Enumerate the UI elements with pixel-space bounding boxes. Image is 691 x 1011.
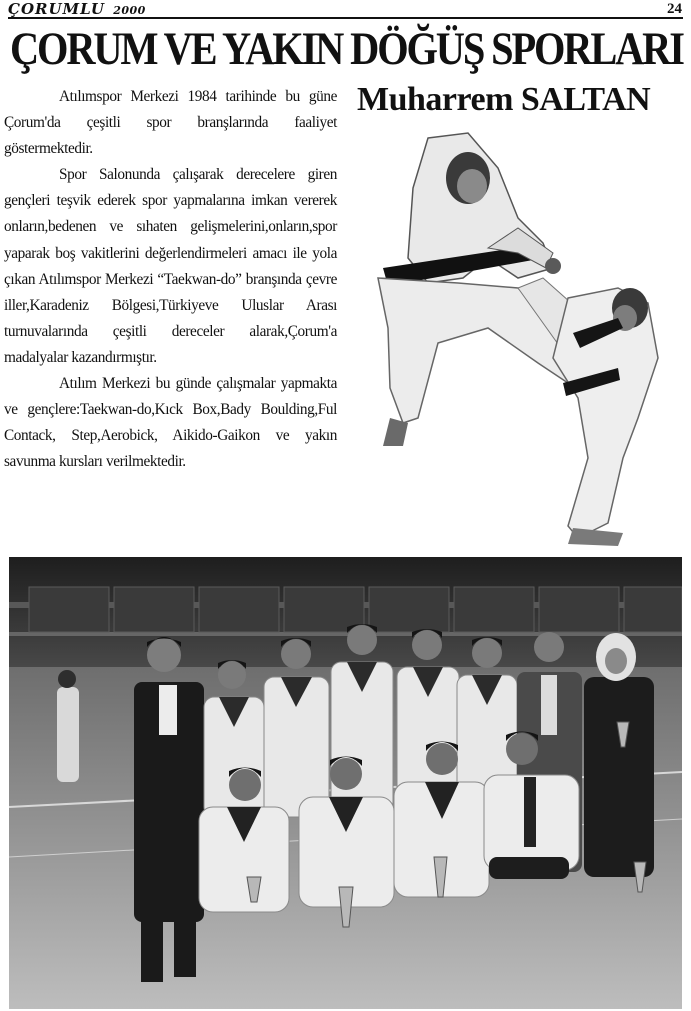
article-paragraph: Atılımspor Merkezi 1984 tarihinde bu güne Çorum'da çeşitli spor branşlarında faaliyet göstermektedir. bbox=[4, 88, 337, 158]
article-paragraph: Atılım Merkezi bu günde çalışmalar yapmakta ve gençlere:Taekwan-do,Kıck Box,Bady Boulding,Ful Contack, Step,Aerobick, Aikido-Gaikon ve yakın savunma kursları verilmektedir. bbox=[4, 375, 337, 471]
article-paragraph: Spor Salonunda çalışarak derecelere giren gençleri teşvik ederek spor yapmalarına imkan vererek onların,bedenen ve sıhaten gelişmelerini,onların,spor yaparak boş vakitlerini değerlendirmeleri amacı ile yola çıkan Atılımspor Merkezi “Taekwan-do” branşında çevre iller,Karadeniz Bölgesi,Türkiyeve Uluslar Arası turnuvalarında çeşitli dereceler alarak,Çorum'a madalyalar kazandırmıştır. bbox=[4, 166, 337, 366]
headline: ÇORUM VE YAKIN DÖĞÜŞ SPORLARI bbox=[10, 23, 683, 75]
page-number: 24 bbox=[667, 1, 682, 17]
author-byline: Muharrem SALTAN bbox=[357, 81, 651, 118]
fighters-photo bbox=[368, 128, 684, 548]
header-brand bbox=[8, 0, 146, 18]
article-body bbox=[4, 84, 337, 475]
header-rule bbox=[8, 17, 683, 19]
team-photo bbox=[9, 557, 682, 1009]
brand-year: 2000 bbox=[113, 4, 146, 17]
brand-name: ÇORUMLU bbox=[8, 0, 105, 18]
